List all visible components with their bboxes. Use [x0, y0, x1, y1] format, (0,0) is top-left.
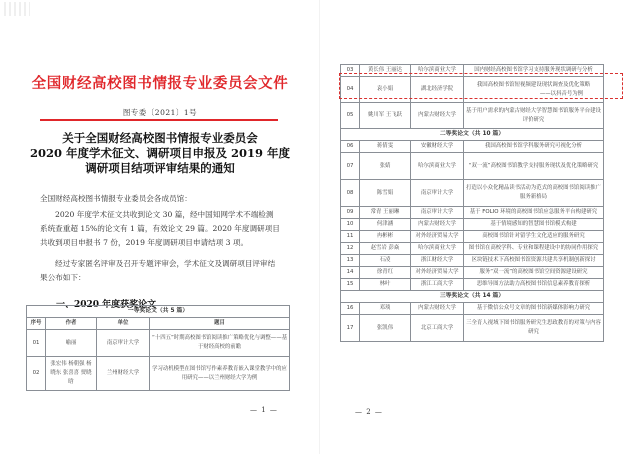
- cell-unit: 哈尔滨商业大学: [411, 65, 464, 77]
- cell-author: 常青 王丽琳: [360, 207, 411, 219]
- table-row: [341, 243, 604, 255]
- title-main: 我国高校图书馆短视频建设现状调查及优化策略: [476, 81, 591, 88]
- table-row-highlighted: [341, 77, 604, 103]
- notice-title-line: 关于全国财经高校图书情报专业委员会: [62, 131, 258, 145]
- cell-author: 姚川军 王飞跃: [360, 103, 411, 129]
- cell-title: 图书馆在高校学科、专业和课程建设中的协同作用探究: [464, 243, 604, 255]
- band-label: 一等奖论文（共 5 篇）: [27, 306, 290, 318]
- table-row: [341, 153, 604, 180]
- cell-number: 12: [341, 243, 360, 255]
- table-row: [341, 207, 604, 219]
- cell-author: 邓琰: [360, 303, 411, 315]
- notice-title-line: 2020 年度学术征文、调研项目申报及 2019 年度: [29, 146, 291, 160]
- cell-number: 05: [341, 103, 360, 129]
- cell-number: 09: [341, 207, 360, 219]
- cell-author: 冉彬彬: [360, 231, 411, 243]
- cell-unit: 浙江财经大学: [411, 255, 464, 267]
- cell-title: 服务“双一流”的高校图书馆空间资源建设研究: [464, 267, 604, 279]
- cell-author: 石凌: [360, 255, 411, 267]
- cell-unit: 北京工商大学: [411, 315, 464, 342]
- column-header-number: 序号: [27, 318, 46, 330]
- table-row: [341, 315, 604, 342]
- cell-title: 国内财经高校图书馆学习支持服务现状调研与分析: [464, 65, 604, 77]
- cell-author: 张宏伟 杨朝强 杨晓东 张喜喜 贾晓晗: [46, 357, 97, 391]
- scan-artifact: [4, 2, 30, 16]
- cell-unit: 哈尔滨商业大学: [411, 243, 464, 255]
- cell-number: 14: [341, 267, 360, 279]
- award-table-part-2: [340, 64, 604, 342]
- award-band-first: [27, 306, 290, 318]
- cell-author: 蒋倩雯: [360, 141, 411, 153]
- page-number: — 1 —: [250, 406, 278, 414]
- cell-number: 15: [341, 279, 360, 291]
- table-row: [341, 141, 604, 153]
- cell-title: 基于用户需求的内蒙古财经大学智慧图书馆服务平台建设评价研究: [464, 103, 604, 129]
- cell-number: 01: [27, 330, 46, 357]
- cell-unit: 南京审计大学: [411, 180, 464, 207]
- cell-unit: 安徽财经大学: [411, 141, 464, 153]
- body-paragraph: 2020 年度学术征文共收到论文 30 篇，经中国知网学术不端检测系统查重超 15%的论文有 1 篇，有效论文 29 篇。2020 年度调研项目共收到项目申报书 7 份，2019 年度调研项目申请结项 3 项。: [40, 210, 280, 247]
- band-label: 三等奖论文（共 14 篇）: [341, 291, 604, 303]
- cell-number: 16: [341, 303, 360, 315]
- table-row: [341, 65, 604, 77]
- table-header-row: [27, 318, 290, 330]
- award-table-part-1: [26, 305, 290, 391]
- column-header-title: 题目: [150, 318, 290, 330]
- cell-unit: 兰州财经大学: [97, 357, 150, 391]
- cell-number: 04: [341, 77, 360, 103]
- table-row: [341, 103, 604, 129]
- cell-unit: 内蒙古财经大学: [411, 103, 464, 129]
- cell-title: [464, 77, 604, 103]
- cell-number: 02: [27, 357, 46, 391]
- notice-title-line: 调研项目结项评审结果的通知: [85, 161, 235, 175]
- table-row: [341, 180, 604, 207]
- cell-author: 赵雪岩 彭焱: [360, 243, 411, 255]
- cell-author: 陈雪娟: [360, 180, 411, 207]
- cell-unit: 对外经济贸易大学: [411, 267, 464, 279]
- table-row: [341, 267, 604, 279]
- cell-title: 基于 FOLIO 环境的高校图书馆应急服务平台构建研究: [464, 207, 604, 219]
- cell-number: 17: [341, 315, 360, 342]
- cell-author: 张婧: [360, 153, 411, 180]
- cell-title: “双一流”高校图书馆教学支持服务现状及优化策略研究: [464, 153, 604, 180]
- cell-title: 思维导图方法助力高校图书馆信息素养教育探析: [464, 279, 604, 291]
- body-paragraph: 经过专家匿名评审及召开专题评审会，学术征文及调研项目评审结果公布如下：: [40, 259, 276, 282]
- cell-title: 我国高校图书馆学科服务研究可视化分析: [464, 141, 604, 153]
- cell-unit: 内蒙古财经大学: [411, 219, 464, 231]
- cell-number: 13: [341, 255, 360, 267]
- band-label: 二等奖论文（共 10 篇）: [341, 129, 604, 141]
- section-heading: 一、2020 年度获奖论文: [56, 300, 157, 310]
- column-header-unit: 单位: [97, 318, 150, 330]
- cell-unit: 南京审计大学: [97, 330, 150, 357]
- cell-number: 07: [341, 153, 360, 180]
- cell-title: 学习动机模型在图书馆写作素养教育嵌入课堂教学中的应用研究——以兰州财经大学为例: [150, 357, 290, 391]
- cell-title: 三全育人视域下图书馆服务研究生思政教育的对策与内容研究: [464, 315, 604, 342]
- cell-number: 03: [341, 65, 360, 77]
- cell-number: 11: [341, 231, 360, 243]
- cell-author: 袁小娟: [360, 77, 411, 103]
- document-number: 图专委〔2021〕1号: [122, 108, 198, 117]
- cell-author: 何津涵: [360, 219, 411, 231]
- cell-unit: 南京审计大学: [411, 207, 464, 219]
- cell-unit: 内蒙古财经大学: [411, 303, 464, 315]
- cell-author: 徐青红: [360, 267, 411, 279]
- table-row: [27, 330, 290, 357]
- table-row: [341, 303, 604, 315]
- table-row: [27, 357, 290, 391]
- award-band-third: [341, 291, 604, 303]
- header-divider: [40, 119, 278, 121]
- award-band-second: [341, 129, 604, 141]
- table-row: [341, 219, 604, 231]
- column-header-author: 作者: [46, 318, 97, 330]
- table-row: [341, 231, 604, 243]
- salutation: 全国财经高校图书情报专业委员会各成员馆：: [40, 194, 192, 203]
- cell-title: 基于情境感知的智慧图书馆模式构建: [464, 219, 604, 231]
- cell-title: 打造以小众化精品读书活动为范式的高校图书馆阅读推广服务新格局: [464, 180, 604, 207]
- cell-author: 黄长伟 王丽达: [360, 65, 411, 77]
- cell-unit: 哈尔滨商业大学: [411, 153, 464, 180]
- cell-title: “十四五”时期高校图书馆阅读推广策略优化与调整——基于财经高校的前瞻: [150, 330, 290, 357]
- cell-number: 06: [341, 141, 360, 153]
- table-row: [341, 279, 604, 291]
- cell-number: 08: [341, 180, 360, 207]
- cell-title: 高校图书馆针对留学生文化适应的服务研究: [464, 231, 604, 243]
- cell-number: 10: [341, 219, 360, 231]
- cell-unit: 浙江工商大学: [411, 279, 464, 291]
- document-header-title: 全国财经高校图书情报专业委员会文件: [31, 76, 289, 92]
- cell-unit: 湖北经济学院: [411, 77, 464, 103]
- title-subtitle: ——以抖音号为例: [539, 90, 583, 97]
- cell-author: 林叶: [360, 279, 411, 291]
- table-row: [341, 255, 604, 267]
- cell-author: 张凯伟: [360, 315, 411, 342]
- page-number: — 2 —: [355, 408, 383, 416]
- cell-title: 区块链技术下高校图书馆资源共建共享机制创新探讨: [464, 255, 604, 267]
- notice-title: [0, 131, 320, 176]
- cell-author: 喻丽: [46, 330, 97, 357]
- cell-title: 基于微信公众号文章的图书馆新媒体影响力研究: [464, 303, 604, 315]
- document-page-2: [320, 0, 638, 454]
- cell-unit: 对外经济贸易大学: [411, 231, 464, 243]
